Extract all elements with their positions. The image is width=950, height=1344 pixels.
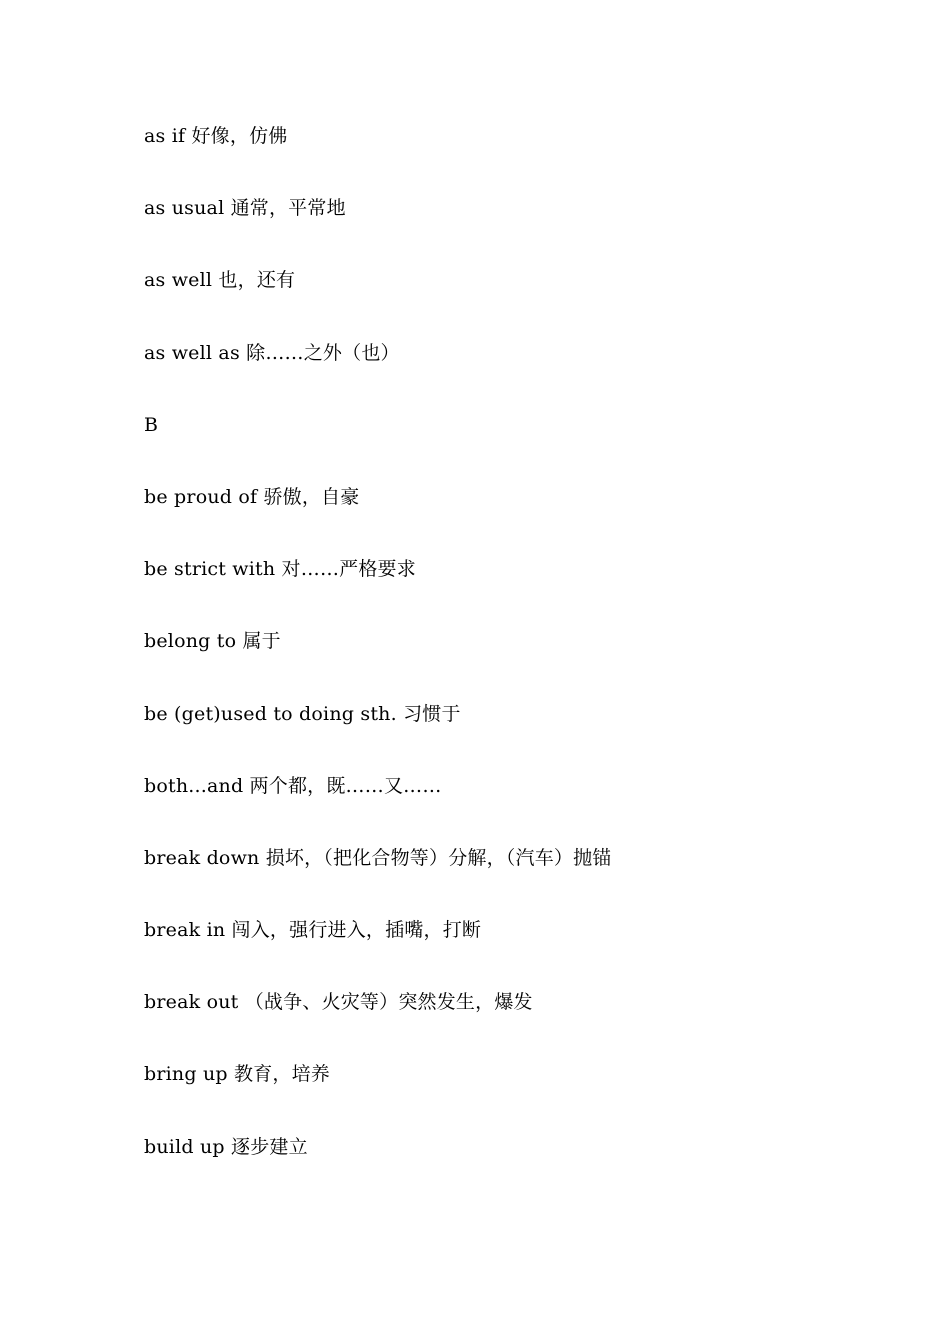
phrase-entry: bring up 教育，培养	[144, 1063, 330, 1086]
phrase-entry: build up 逐步建立	[144, 1135, 308, 1158]
phrase-entry: as usual 通常，平常地	[144, 197, 346, 220]
phrase-entry: be strict with 对……严格要求	[144, 558, 416, 581]
phrase-entry: as well 也，还有	[144, 269, 296, 292]
phrase-entry: break down 损坏，（把化合物等）分解，（汽车）抛锚	[144, 846, 612, 869]
phrase-entry: be (get)used to doing sth. 习惯于	[144, 702, 461, 725]
phrase-entry: as well as 除……之外（也）	[144, 341, 400, 364]
phrase-entry: belong to 属于	[144, 630, 281, 653]
phrase-entry: as if 好像，仿佛	[144, 125, 288, 147]
phrase-list	[144, 122, 612, 1205]
phrase-entry: be proud of 骄傲，自豪	[144, 485, 360, 508]
section-letter-heading: B	[144, 413, 159, 436]
phrase-entry: break out （战争、火灾等）突然发生，爆发	[144, 991, 533, 1014]
phrase-entry: both...and 两个都，既……又……	[144, 774, 442, 797]
phrase-entry: break in 闯入，强行进入，插嘴，打断	[144, 919, 482, 942]
